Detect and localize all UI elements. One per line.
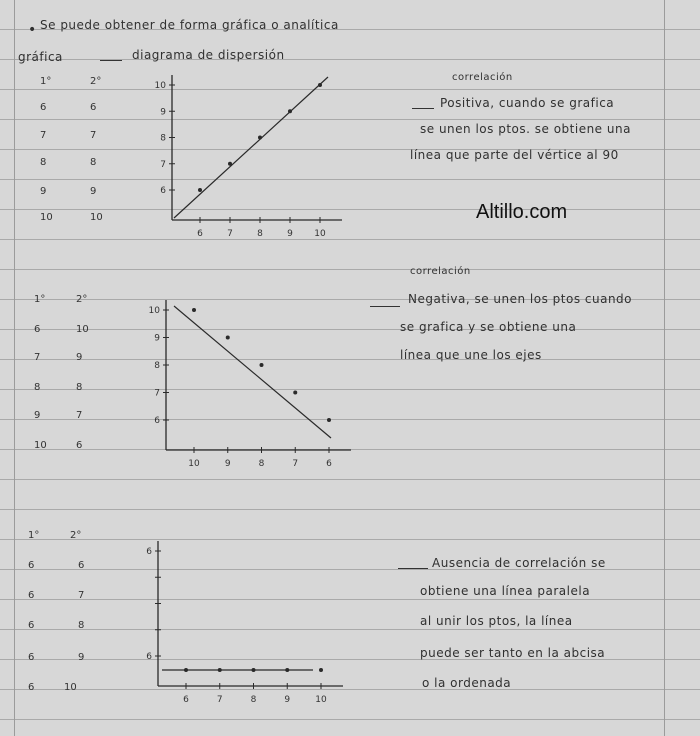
scatter-diagram-none [138, 536, 348, 716]
note-line: Ausencia de correlación se [432, 556, 606, 570]
x-tick-label: 6 [183, 695, 189, 705]
header-line-2-left: gráfica [18, 50, 63, 64]
table-cell: 8 [76, 382, 83, 393]
note-title: correlación [452, 72, 513, 83]
y-tick-label: 9 [160, 107, 166, 118]
scatter-diagram-positive [150, 70, 350, 250]
y-tick-label: 8 [154, 361, 160, 371]
bullet-dot: • [28, 22, 37, 38]
data-point [192, 308, 196, 312]
table-cell: 8 [78, 620, 85, 631]
x-tick-label: 9 [284, 695, 291, 705]
table-cell: 6 [28, 620, 35, 631]
table-cell: 8 [40, 157, 47, 168]
table-cell: 9 [76, 352, 83, 363]
note-line: línea que parte del vértice al 90 [410, 148, 619, 162]
table-cell: 6 [28, 682, 35, 693]
left-margin-line [14, 0, 15, 736]
table-cell: 6 [76, 440, 83, 451]
x-tick-label: 9 [224, 459, 231, 469]
note-line: se unen los ptos. se obtiene una [420, 122, 631, 136]
y-tick-label: 6 [146, 547, 152, 557]
y-tick-label: 6 [160, 186, 166, 196]
note-line: al unir los ptos, la línea [420, 614, 573, 628]
table-header-1: 1° [40, 76, 52, 87]
y-tick-label: 8 [160, 133, 166, 144]
x-tick-label: 7 [227, 229, 233, 239]
x-tick-label: 10 [188, 459, 200, 469]
table-header-2: 2° [90, 76, 102, 87]
note-line: línea que une los ejes [400, 348, 542, 362]
data-point [228, 162, 232, 166]
data-point [319, 668, 323, 672]
table-cell: 7 [76, 410, 83, 421]
right-margin-line [664, 0, 665, 736]
table-cell: 10 [76, 324, 89, 335]
x-tick-label: 10 [315, 695, 327, 705]
table-cell: 7 [78, 590, 85, 601]
header-line-1: Se puede obtener de forma gráfica o analítica [40, 18, 339, 32]
data-point [318, 83, 322, 87]
y-tick-label: 9 [154, 333, 160, 344]
x-tick-label: 7 [292, 459, 299, 469]
scatter-diagram-negative [140, 294, 355, 484]
note-arrow [370, 306, 400, 307]
data-point [260, 363, 264, 367]
note-line: se grafica y se obtiene una [400, 320, 577, 334]
data-point [218, 668, 222, 672]
data-point [258, 136, 262, 140]
y-tick-label: 7 [154, 388, 160, 399]
table-cell: 6 [28, 652, 35, 663]
x-tick-label: 6 [197, 229, 203, 239]
x-tick-label: 8 [257, 229, 263, 239]
table-cell: 6 [90, 102, 97, 113]
note-arrow [398, 568, 428, 569]
table-header-1: 1° [34, 294, 46, 305]
table-cell: 6 [28, 590, 35, 601]
y-tick-label: 6 [154, 416, 160, 426]
table-cell: 10 [40, 212, 53, 223]
note-line: o la ordenada [422, 676, 512, 690]
data-point [293, 391, 297, 395]
note-line: Negativa, se unen los ptos cuando [408, 292, 633, 306]
data-point [184, 668, 188, 672]
table-cell: 9 [78, 652, 85, 663]
watermark: Altillo.com [476, 201, 568, 223]
trend-line [174, 77, 328, 218]
note-line: puede ser tanto en la abcisa [420, 646, 606, 660]
x-tick-label: 10 [314, 229, 326, 239]
data-point [288, 109, 292, 113]
table-cell: 7 [34, 352, 41, 363]
table-cell: 9 [90, 186, 97, 197]
y-tick-label: 10 [154, 81, 166, 91]
header-arrow [100, 60, 122, 61]
x-tick-label: 8 [250, 695, 257, 705]
y-tick-label: 7 [160, 159, 166, 170]
table-cell: 6 [28, 560, 35, 571]
note-title: correlación [410, 266, 471, 277]
y-tick-label: 6 [146, 652, 152, 662]
table-cell: 7 [40, 130, 47, 141]
table-cell: 9 [34, 410, 41, 421]
y-tick-label: 10 [148, 306, 160, 316]
data-point [252, 668, 256, 672]
table-cell: 6 [78, 560, 85, 571]
data-point [198, 188, 202, 192]
note-line: Positiva, cuando se grafica [440, 96, 615, 110]
data-point [226, 336, 230, 340]
table-cell: 9 [40, 186, 47, 197]
x-tick-label: 7 [216, 695, 223, 705]
table-cell: 10 [90, 212, 103, 223]
table-header-2: 2° [76, 294, 88, 305]
table-cell: 10 [64, 682, 77, 693]
table-cell: 6 [40, 102, 47, 113]
table-header-1: 1° [28, 530, 40, 541]
table-header-2: 2° [70, 530, 82, 541]
table-cell: 8 [90, 157, 97, 168]
x-tick-label: 6 [326, 459, 332, 469]
note-arrow [412, 108, 434, 109]
table-cell: 7 [90, 130, 97, 141]
data-point [285, 668, 289, 672]
x-tick-label: 9 [287, 229, 293, 239]
trend-line [174, 306, 331, 438]
table-cell: 6 [34, 324, 41, 335]
x-tick-label: 8 [258, 459, 265, 469]
header-line-2-right: diagrama de dispersión [132, 48, 285, 62]
data-point [327, 418, 331, 422]
table-cell: 10 [34, 440, 47, 451]
note-line: obtiene una línea paralela [420, 584, 591, 598]
table-cell: 8 [34, 382, 41, 393]
